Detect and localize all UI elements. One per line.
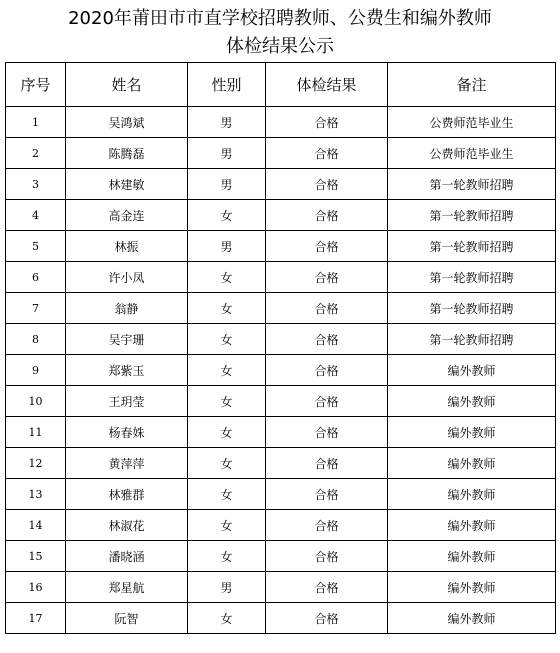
row-gender-cell: 女 <box>188 448 266 479</box>
row-remark-cell: 第一轮教师招聘 <box>388 293 556 324</box>
row-remark-cell: 编外教师 <box>388 417 556 448</box>
table-row <box>6 386 556 417</box>
header-remark: 备注 <box>388 63 556 107</box>
table-row <box>6 262 556 293</box>
table-row <box>6 603 556 634</box>
row-index-cell: 10 <box>6 386 66 417</box>
row-index-cell: 14 <box>6 510 66 541</box>
row-gender-cell: 男 <box>188 231 266 262</box>
table-body <box>6 107 556 634</box>
table-row <box>6 479 556 510</box>
row-result-cell: 合格 <box>266 541 388 572</box>
table-row <box>6 541 556 572</box>
row-name-cell: 吴鸿斌 <box>66 107 188 138</box>
row-name-cell: 阮智 <box>66 603 188 634</box>
row-name-cell: 吴宇珊 <box>66 324 188 355</box>
row-name-cell: 陈腾磊 <box>66 138 188 169</box>
table-row <box>6 138 556 169</box>
table-row <box>6 448 556 479</box>
row-name-cell: 黄萍萍 <box>66 448 188 479</box>
row-gender-cell: 女 <box>188 541 266 572</box>
row-remark-cell: 公费师范毕业生 <box>388 138 556 169</box>
document-title-line-1: 2020年莆田市市直学校招聘教师、公费生和编外教师 <box>68 8 492 29</box>
document-title <box>0 0 560 62</box>
row-name-cell: 潘晓涵 <box>66 541 188 572</box>
row-index-cell: 5 <box>6 231 66 262</box>
header-gender: 性别 <box>188 63 266 107</box>
row-result-cell: 合格 <box>266 169 388 200</box>
row-remark-cell: 第一轮教师招聘 <box>388 169 556 200</box>
row-result-cell: 合格 <box>266 324 388 355</box>
row-gender-cell: 女 <box>188 200 266 231</box>
header-name: 姓名 <box>66 63 188 107</box>
row-index-cell: 15 <box>6 541 66 572</box>
row-index-cell: 3 <box>6 169 66 200</box>
row-gender-cell: 男 <box>188 107 266 138</box>
row-result-cell: 合格 <box>266 138 388 169</box>
row-remark-cell: 编外教师 <box>388 510 556 541</box>
row-name-cell: 郑星航 <box>66 572 188 603</box>
row-name-cell: 林振 <box>66 231 188 262</box>
row-index-cell: 4 <box>6 200 66 231</box>
table-row <box>6 510 556 541</box>
row-result-cell: 合格 <box>266 510 388 541</box>
row-name-cell: 林淑花 <box>66 510 188 541</box>
row-gender-cell: 女 <box>188 417 266 448</box>
row-remark-cell: 编外教师 <box>388 386 556 417</box>
row-remark-cell: 编外教师 <box>388 541 556 572</box>
row-name-cell: 郑紫玉 <box>66 355 188 386</box>
row-result-cell: 合格 <box>266 200 388 231</box>
row-remark-cell: 第一轮教师招聘 <box>388 200 556 231</box>
table-row <box>6 231 556 262</box>
row-remark-cell: 编外教师 <box>388 479 556 510</box>
row-gender-cell: 女 <box>188 479 266 510</box>
row-index-cell: 13 <box>6 479 66 510</box>
row-name-cell: 翁静 <box>66 293 188 324</box>
row-result-cell: 合格 <box>266 262 388 293</box>
row-remark-cell: 第一轮教师招聘 <box>388 324 556 355</box>
row-gender-cell: 女 <box>188 386 266 417</box>
row-gender-cell: 女 <box>188 262 266 293</box>
row-index-cell: 11 <box>6 417 66 448</box>
row-result-cell: 合格 <box>266 107 388 138</box>
row-name-cell: 许小凤 <box>66 262 188 293</box>
row-result-cell: 合格 <box>266 479 388 510</box>
row-result-cell: 合格 <box>266 231 388 262</box>
table-row <box>6 107 556 138</box>
row-name-cell: 高金连 <box>66 200 188 231</box>
row-index-cell: 16 <box>6 572 66 603</box>
row-index-cell: 7 <box>6 293 66 324</box>
table-row <box>6 417 556 448</box>
row-remark-cell: 编外教师 <box>388 448 556 479</box>
row-remark-cell: 编外教师 <box>388 572 556 603</box>
row-result-cell: 合格 <box>266 603 388 634</box>
table-row <box>6 572 556 603</box>
row-remark-cell: 编外教师 <box>388 355 556 386</box>
document-title-line-2: 体检结果公示 <box>226 36 334 57</box>
table-header-row <box>6 63 556 107</box>
row-gender-cell: 女 <box>188 355 266 386</box>
row-result-cell: 合格 <box>266 386 388 417</box>
row-gender-cell: 女 <box>188 603 266 634</box>
row-remark-cell: 编外教师 <box>388 603 556 634</box>
row-index-cell: 1 <box>6 107 66 138</box>
row-remark-cell: 公费师范毕业生 <box>388 107 556 138</box>
row-name-cell: 王玥莹 <box>66 386 188 417</box>
row-name-cell: 林建敏 <box>66 169 188 200</box>
row-index-cell: 2 <box>6 138 66 169</box>
row-gender-cell: 男 <box>188 169 266 200</box>
row-remark-cell: 第一轮教师招聘 <box>388 231 556 262</box>
table-row <box>6 293 556 324</box>
row-index-cell: 6 <box>6 262 66 293</box>
table-row <box>6 355 556 386</box>
table-row <box>6 169 556 200</box>
row-index-cell: 17 <box>6 603 66 634</box>
row-result-cell: 合格 <box>266 448 388 479</box>
table-row <box>6 200 556 231</box>
row-name-cell: 林雅群 <box>66 479 188 510</box>
row-result-cell: 合格 <box>266 417 388 448</box>
row-remark-cell: 第一轮教师招聘 <box>388 262 556 293</box>
header-index: 序号 <box>6 63 66 107</box>
header-result: 体检结果 <box>266 63 388 107</box>
row-result-cell: 合格 <box>266 355 388 386</box>
row-name-cell: 杨春姝 <box>66 417 188 448</box>
row-index-cell: 12 <box>6 448 66 479</box>
row-gender-cell: 女 <box>188 324 266 355</box>
results-table <box>5 62 556 634</box>
row-gender-cell: 男 <box>188 572 266 603</box>
row-gender-cell: 女 <box>188 510 266 541</box>
row-result-cell: 合格 <box>266 572 388 603</box>
row-gender-cell: 男 <box>188 138 266 169</box>
row-index-cell: 9 <box>6 355 66 386</box>
row-gender-cell: 女 <box>188 293 266 324</box>
row-result-cell: 合格 <box>266 293 388 324</box>
row-index-cell: 8 <box>6 324 66 355</box>
table-row <box>6 324 556 355</box>
